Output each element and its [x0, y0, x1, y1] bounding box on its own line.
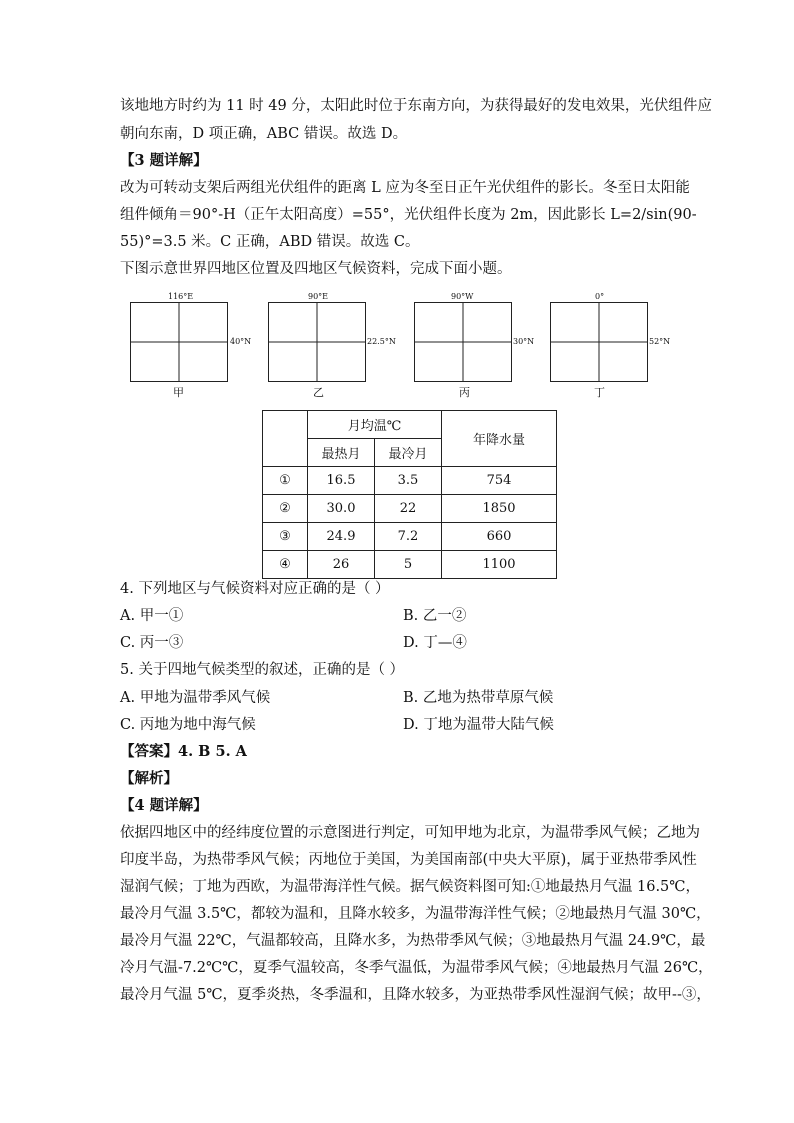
- latitude-label: 40°N: [230, 337, 252, 346]
- text-line: 最冷月气温 5℃，夏季炎热，冬季温和，且降水较多，为亚热带季风性湿润气候；故甲--③，: [120, 987, 711, 1003]
- cell-cold: 7.2: [375, 523, 442, 551]
- climate-table: [262, 410, 557, 579]
- question-5-stem: 5. 关于四地气候类型的叙述，正确的是（ ）: [120, 662, 405, 678]
- table-corner: [263, 411, 308, 467]
- map-ding: [550, 292, 671, 399]
- grid-frame: [550, 302, 648, 382]
- latitude-label: 30°N: [513, 337, 535, 346]
- map-name: 丁: [594, 386, 605, 399]
- cell-precip: 754: [442, 467, 557, 495]
- header-temp: 月均温℃: [308, 411, 442, 439]
- cell-cold: 22: [375, 495, 442, 523]
- text-line: 依据四地区中的经纬度位置的示意图进行判定，可知甲地为北京，为温带季风气候；乙地为: [120, 825, 700, 841]
- longitude-label: 90°E: [308, 292, 329, 301]
- cell-precip: 1850: [442, 495, 557, 523]
- table-row: [263, 495, 557, 523]
- cell-cold: 5: [375, 551, 442, 579]
- q4-option-d[interactable]: D. 丁—④: [403, 635, 467, 651]
- cell-hot: 24.9: [308, 523, 375, 551]
- cell-hot: 30.0: [308, 495, 375, 523]
- map-yi: [268, 292, 396, 399]
- cell-hot: 16.5: [308, 467, 375, 495]
- row-id: ④: [263, 551, 308, 579]
- longitude-label: 90°W: [451, 292, 474, 301]
- text-line: 朝向东南，D 项正确，ABC 错误。故选 D。: [120, 126, 408, 142]
- answer-line: 【答案】4. B 5. A: [120, 743, 247, 760]
- longitude-label: 116°E: [168, 292, 194, 301]
- text-line: 印度半岛，为热带季风气候；丙地位于美国，为美国南部(中央大平原)，属于亚热带季风性: [120, 852, 697, 868]
- q4-option-a[interactable]: A. 甲一①: [120, 608, 184, 624]
- text-line: 最冷月气温 3.5℃，都较为温和，且降水较多，为温带海洋性气候；②地最热月气温 30℃，: [120, 906, 711, 922]
- row-id: ③: [263, 523, 308, 551]
- q4-option-c[interactable]: C. 丙一③: [120, 635, 184, 651]
- map-name: 甲: [173, 386, 184, 399]
- table-row: [263, 523, 557, 551]
- section-header-q3: 【3 题详解】: [120, 152, 208, 169]
- map-name: 乙: [313, 386, 324, 399]
- longitude-label: 0°: [595, 292, 605, 301]
- q5-option-d[interactable]: D. 丁地为温带大陆气候: [403, 717, 554, 733]
- cell-hot: 26: [308, 551, 375, 579]
- question-4-stem: 4. 下列地区与气候资料对应正确的是（ ）: [120, 581, 390, 597]
- row-id: ①: [263, 467, 308, 495]
- q5-option-b[interactable]: B. 乙地为热带草原气候: [403, 690, 554, 706]
- table-row: [263, 467, 557, 495]
- latitude-label: 52°N: [649, 337, 671, 346]
- header-precip: 年降水量: [442, 411, 557, 467]
- q4-option-b[interactable]: B. 乙一②: [403, 608, 467, 624]
- q5-option-a[interactable]: A. 甲地为温带季风气候: [120, 690, 271, 706]
- latitude-label: 22.5°N: [367, 337, 396, 346]
- section-header-q4: 【4 题详解】: [120, 797, 208, 814]
- header-hot: 最热月: [308, 439, 375, 467]
- grid-frame: [130, 302, 228, 382]
- header-cold: 最冷月: [375, 439, 442, 467]
- figure-intro: 下图示意世界四地区位置及四地区气候资料，完成下面小题。: [120, 261, 512, 277]
- text-line: 冷月气温-7.2℃℃，夏季气温较高，冬季气温低，为温带季风气候；④地最热月气温 26℃，: [120, 960, 713, 976]
- q5-option-c[interactable]: C. 丙地为地中海气候: [120, 717, 256, 733]
- grid-frame: [414, 302, 512, 382]
- row-id: ②: [263, 495, 308, 523]
- table-row: [263, 551, 557, 579]
- text-line: 组件倾角＝90°-H（正午太阳高度）=55°，光伏组件长度为 2m，因此影长 L=2/sin(90-: [120, 207, 697, 223]
- text-line: 湿润气候；丁地为西欧，为温带海洋性气候。据气候资料图可知:①地最热月气温 16.5℃，: [120, 879, 700, 895]
- grid-frame: [268, 302, 366, 382]
- map-jia: [130, 292, 252, 399]
- cell-precip: 1100: [442, 551, 557, 579]
- analysis-header: 【解析】: [120, 770, 178, 787]
- map-bing: [414, 292, 535, 399]
- text-line: 55)°=3.5 米。C 正确，ABD 错误。故选 C。: [120, 234, 420, 250]
- text-line: 最冷月气温 22℃，气温都较高，且降水多，为热带季风气候；③地最热月气温 24.9℃，最: [120, 933, 706, 949]
- cell-cold: 3.5: [375, 467, 442, 495]
- cell-precip: 660: [442, 523, 557, 551]
- text-line: 改为可转动支架后两组光伏组件的距离 L 应为冬至日正午光伏组件的影长。冬至日太阳能: [120, 180, 690, 196]
- map-name: 丙: [459, 386, 470, 399]
- text-line: 该地地方时约为 11 时 49 分，太阳此时位于东南方向，为获得最好的发电效果，光伏组件应: [120, 98, 712, 114]
